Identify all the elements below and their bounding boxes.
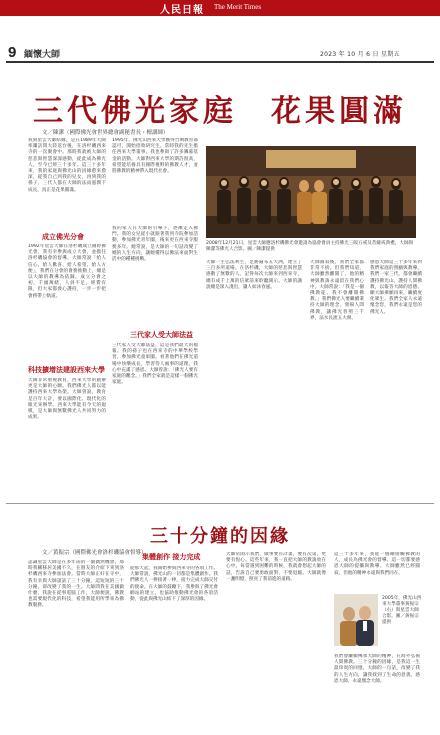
header-divider	[6, 61, 434, 63]
article2-byline: 文／黃振宗（國際佛光會洛杉磯協會督導）	[42, 550, 147, 556]
section-title: 緬懷大師	[24, 50, 61, 60]
article2-portrait-photo	[334, 594, 378, 646]
page-number: 9	[8, 44, 17, 61]
article2-headline: 三十分鐘的因緣	[150, 526, 290, 547]
article1-col2b-text: 我的家人在大師的引導下，逐漸走入佛門。我的女兒從小就跟著我到寺院參加活動，參加佛光青年團，後來更在西來寺服務多年。她常說，是大師的一句話改變了她的人生方向，讓她懂得以佛法來面對生活中的種種挑戰。	[112, 226, 198, 263]
article2-photo-caption: 2005年，佛光山西來大學董事黃振宗（右）與星雲大師合影。圖／黃振宗提供	[382, 596, 422, 625]
article1-col1c-text: 大師非常重視教育，西來大學的創辦更是大師的心願。我們佛光人都以能護持西來大學為榮。大師曾說，教育是百年大計，要以國際化、現代化的眼光來辦學。西來大學能有今天的規模，是大師與無數佛光人共同努力的成果。	[28, 378, 106, 421]
article1-col1-text: 我與星雲大師結緣，是在1989年大師率團訪問大陸返台後，在洛杉磯西來寺的一次聚會中。那時我就被大師的慈悲與智慧深深感動，從此成為佛光人，至今已經三十多年。這三十多年來，我的家庭與佛光山的因緣愈來愈深，從我自己到我的兒女，再到我的孫子，三代人都在大師的法雨滋潤下成長，真正是花果圓滿。	[28, 138, 106, 193]
group-photo-illustration	[206, 146, 416, 238]
article1-col3-text: 大師一生弘法利生，足跡遍布五大洲，建立了三百多所道場。在洛杉磯，大師的慈悲與智慧感動了無數的人。記得每次大師來到西來寺，總有成千上萬的信眾前來聆聽開示。大師的講說總是深入淺出，讓人如沐春風。	[206, 260, 302, 290]
article1-byline: 文／陳潔（國際佛光會世界總會副秘書長・檀講師）	[42, 130, 169, 136]
article2-subhead: 集體創作 接力完成	[142, 553, 201, 561]
article-divider	[6, 503, 434, 504]
article1-col2c-text: 三代家人受大師法益，這是我們最大的福報。我的孫子也在西來寺的中華學校學習，參加佛光童軍團。看著他們在佛光道場中快樂成長，學習待人處事的道理，我心中充滿了感恩。大師曾說：「佛光人要有家庭的觀念。」我們全家就是這樣一個佛光家庭。	[112, 343, 198, 386]
masthead-bar	[0, 0, 440, 16]
article1-subhead-2: 科技擴增法建設西來大學	[28, 366, 105, 374]
article2-col5-text: 我們會繼續傳承大師的精神，在海外弘揚人間佛教。三十分鐘的因緣，是我這一生最珍貴的回憶。大師的一句話，改變了我的人生方向，讓我找到了生命的意義。感恩大師，永遠懷念大師。	[334, 654, 420, 684]
publication-title-en: The Merit Times	[214, 3, 262, 11]
article1-col4-text: 大師圓寂後，我們全家都非常不捨。但我們知道，大師雖然離開了，他的精神與教誨永遠留在我們心中。大師常說：「我是一個佛教徒，我不會離開佛教。」我們佛光人要繼續秉持大師的理念，發揚人間佛教，讓佛光普照三千界，法水長流五大洲。	[310, 260, 364, 321]
issue-date: 2023 年 10 月 6 日 星期五	[320, 51, 400, 58]
portrait-photo-illustration	[334, 594, 378, 646]
article1-col5-text: 感恩大師這三十多年來對我們家庭的照顧與教導。我們一家三代，都會繼續護持佛光山，護持人間佛教，以報答大師的恩德。願大師乘願再來，繼續度化眾生。我們全家人永遠懷念您，我們永遠是您的佛光人。	[370, 260, 422, 315]
article1-group-photo	[206, 146, 416, 238]
article1-subhead-3: 三代家人受大師法益	[130, 331, 193, 339]
article1-col1b-text: 1992年星雲大師在洛杉磯成立國際佛光會，我有幸參與成立大會，並擔任洛杉磯協會的督導。大師常說「給人信心、給人歡喜、給人希望、給人方便」，我們在分會的會務推動上，總是以大師的教導為依歸。成立分會之初，千頭萬緒，人員不足，經費有限，但大家都發心護持，一步一步把會務帶上軌道。	[28, 244, 106, 299]
article2-col1-text: 認識星雲大師是在多年前的一個偶然機會。那時我剛移居美國不久，在朋友的介紹下來到洛杉磯西來寺參加法會。當時大師正好在寺中，我有幸與大師談話了三十分鐘。這短短的三十分鐘，卻改變了我的一生。大師問我在美國做什麼，我說在從事電腦工作，大師便說，佛教也需要現代化的科技，希望我能用所學來為佛教服務。	[28, 560, 124, 609]
article1-headline: 三代佛光家庭 花果圓滿	[33, 94, 407, 129]
article2-col3-text: 大師常開示我們，做事要有計畫，要有次第，更要有恆心。這些年來，我一直把大師的教誨放在心中。每當遇到困難的時候，我就會想起大師的話，告訴自己要勇敢面對，不要退縮。大師就像一盞明燈，照亮了我前進的道路。	[226, 552, 326, 582]
article2-col4-text: 這三十多年來，我從一個剛接觸佛教的人，成長為佛光會的督導。這一切都要感恩大師的提攜與教導。大師雖然已經圓寂，但他的精神永遠與我們同在。	[334, 552, 420, 576]
article1-col2-text: 1995年，佛光山西來大學獲得台灣教育部認可，開始招收研究生。當時我的先生擔任西來大學董事，我也參與了許多籌募基金的活動。大師對西來大學的期許很高，希望能培養具有國際視野的佛教人才，並將佛教的精神帶入現代社會。	[112, 138, 198, 175]
article2-col2-text: 從那天起，我開始參與西來寺的各項工作。大師常說，佛光山的一切都是集體創作。我們佛光人一棒接著一棒，接力完成大師交付的使命。在大師的鼓勵下，我參與了佛光會網站的建立，也協助推動佛光會的各項活動，從此與佛光山結下了深厚的因緣。	[130, 566, 218, 603]
article1-subhead-1: 成立佛光分會	[42, 233, 84, 241]
article1-photo-caption: 2008年12月21日，星雲大師應洛杉磯佛光會邀請為協會會員主持佛光三皈五戒及菩薩戒典禮，大師與陳潔等佛光人合影。圖／陳潔提供	[206, 241, 414, 252]
newspaper-logo: 人民日報	[160, 5, 204, 16]
